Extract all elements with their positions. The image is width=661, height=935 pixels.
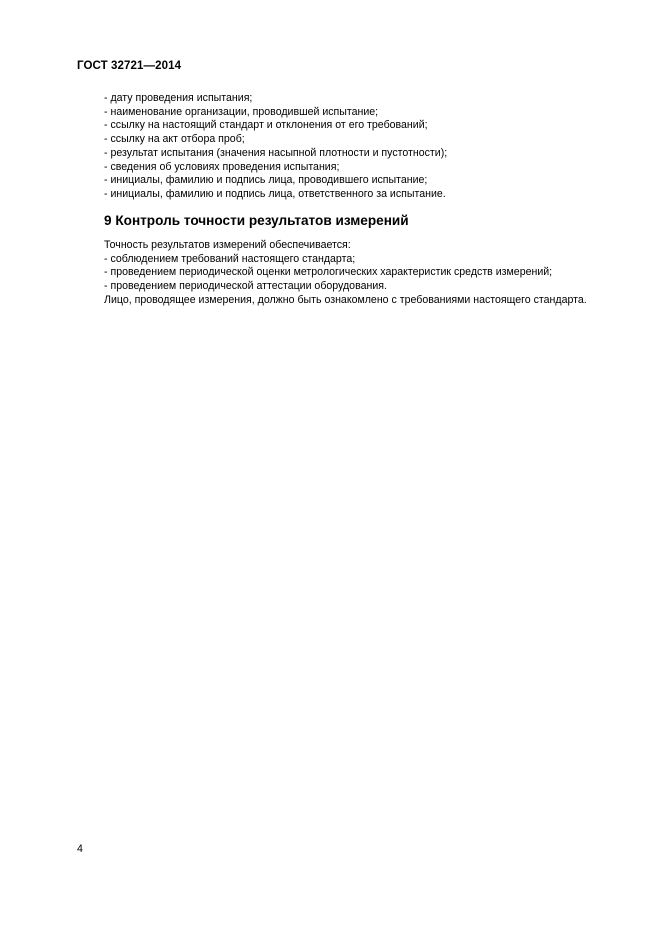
list-item: - сведения об условиях проведения испытания; xyxy=(104,160,340,173)
list-item: - инициалы, фамилию и подпись лица, ответственного за испытание. xyxy=(104,187,446,200)
list-item: - результат испытания (значения насыпной плотности и пустотности); xyxy=(104,146,448,159)
section-heading: 9 Контроль точности результатов измерений xyxy=(104,213,409,228)
section-intro: Точность результатов измерений обеспечивается: xyxy=(104,239,351,251)
list-item: - соблюдением требований настоящего стандарта; xyxy=(104,252,356,265)
page-number: 4 xyxy=(77,843,83,855)
document-code: ГОСТ 32721—2014 xyxy=(77,60,182,72)
list-item: - наименование организации, проводившей испытание; xyxy=(104,105,379,118)
section-closing-paragraph: Лицо, проводящее измерения, должно быть ознакомлено с требованиями настоящего стандарта. xyxy=(104,293,587,306)
report-items-list xyxy=(104,92,447,202)
list-item: - проведением периодической оценки метрологических характеристик средств измерений; xyxy=(104,266,553,279)
list-item: - дату проведения испытания; xyxy=(104,92,253,104)
list-item: - проведением периодической аттестации оборудования. xyxy=(104,280,387,293)
section-body xyxy=(104,239,587,308)
list-item: - ссылку на акт отбора проб; xyxy=(104,133,245,146)
list-item: - инициалы, фамилию и подпись лица, проводившего испытание; xyxy=(104,174,428,187)
list-item: - ссылку на настоящий стандарт и отклонения от его требований; xyxy=(104,119,428,132)
